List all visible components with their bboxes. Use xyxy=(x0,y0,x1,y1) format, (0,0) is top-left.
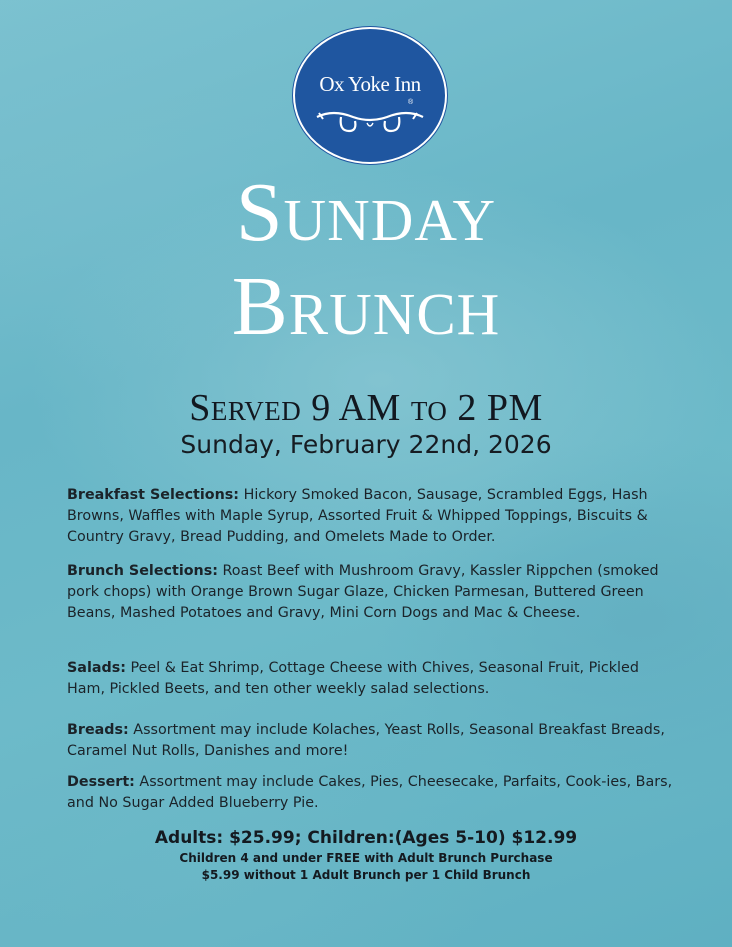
breakfast-section xyxy=(67,485,677,548)
price-line: Adults: $25.99; Children:(Ages 5-10) $12.99 xyxy=(154,828,578,848)
breakfast-label: Breakfast Selections: xyxy=(67,487,240,503)
dessert-section xyxy=(67,772,677,814)
ox-yoke-icon xyxy=(313,107,427,137)
brunch-label: Brunch Selections: xyxy=(67,563,218,579)
dessert-label: Dessert: xyxy=(67,774,135,790)
dessert-items: Assortment may include Cakes, Pies, Cheesecake, Parfaits, Cook-ies, Bars, and No Sugar Added Blueberry Pie. xyxy=(67,774,673,811)
brunch-items: Roast Beef with Mushroom Gravy, Kassler Rippchen (smoked pork chops) with Orange Brown Sugar Glaze, Chicken Parmesan, Buttered Green Beans, Mashed Potatoes and Gravy, Mini Corn Dogs and Mac & Cheese. xyxy=(67,563,659,621)
logo-name: Ox Yoke Inn xyxy=(319,72,421,96)
title-brunch: Brunch xyxy=(231,260,501,353)
event-date: Sunday, February 22nd, 2026 xyxy=(180,430,552,459)
logo-registered-mark: ® xyxy=(408,99,414,106)
breads-items: Assortment may include Kolaches, Yeast Rolls, Seasonal Breakfast Breads, Caramel Nut Rolls, Danishes and more! xyxy=(67,722,665,759)
breakfast-items: Hickory Smoked Bacon, Sausage, Scrambled Eggs, Hash Browns, Waffles with Maple Syrup, Assorted Fruit & Whipped Toppings, Biscuits & Country Gravy, Bread Pudding, and Omelets Made to Order. xyxy=(67,487,648,545)
child-price-note: $5.99 without 1 Adult Brunch per 1 Child Brunch xyxy=(201,868,531,882)
breads-section xyxy=(67,720,677,762)
ox-yoke-inn-logo xyxy=(293,27,447,164)
breads-label: Breads: xyxy=(67,722,129,738)
title-sunday: Sunday xyxy=(235,166,497,259)
service-hours: Served 9 AM to 2 PM xyxy=(189,387,543,429)
salads-label: Salads: xyxy=(67,660,126,676)
brunch-section xyxy=(67,561,677,624)
salads-section xyxy=(67,658,677,700)
children-free-note: Children 4 and under FREE with Adult Brunch Purchase xyxy=(179,851,553,865)
salads-items: Peel & Eat Shrimp, Cottage Cheese with Chives, Seasonal Fruit, Pickled Ham, Pickled Beets, and ten other weekly salad selections. xyxy=(67,660,639,697)
